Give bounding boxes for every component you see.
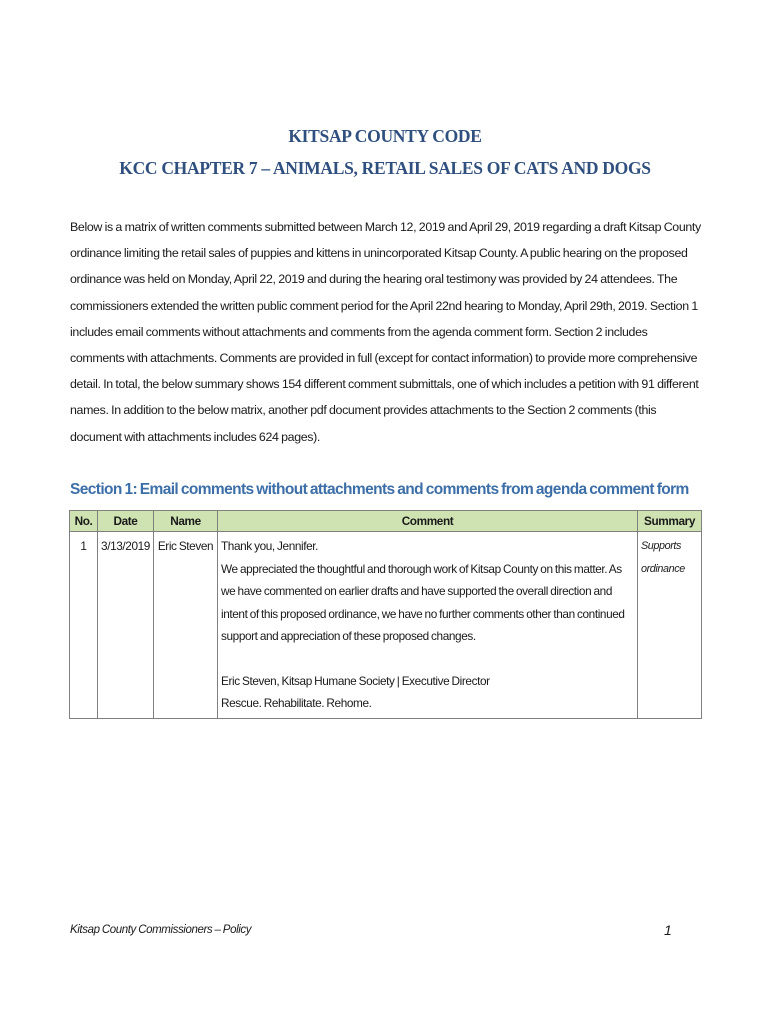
column-header-no: No. <box>70 511 98 532</box>
comment-body: We appreciated the thoughtful and thorough work of Kitsap County on this matter. As we have commented on earlier drafts and have supported the overall direction and intent of this proposed ordinance, we have no further comments other than continued support and appreciation of these proposed changes. <box>221 561 625 643</box>
page-number: 1 <box>664 922 672 938</box>
title-line-1: KITSAP COUNTY CODE <box>288 126 482 146</box>
cell-comment <box>218 532 638 719</box>
column-header-name: Name <box>154 511 218 532</box>
comment-spacer <box>221 648 634 670</box>
cell-name: Eric Steven <box>154 532 218 719</box>
intro-paragraph: Below is a matrix of written comments submitted between March 12, 2019 and April 29, 2019 regarding a draft Kitsap County ordinance limiting the retail sales of puppies and kittens in unincorporated Kitsap County. A public hearing on the proposed ordinance was held on Monday, April 22, 2019 and during the hearing oral testimony was provided by 24 attendees. The commissioners extended the written public comment period for the April 22nd hearing to Monday, April 29th, 2019. Section 1 includes email comments without attachments and comments from the agenda comment form. Section 2 includes comments with attachments. Comments are provided in full (except for contact information) to provide more comprehensive detail. In total, the below summary shows 154 different comment submittals, one of which includes a petition with 91 different names. In addition to the below matrix, another pdf document provides attachments to the Section 2 comments (this document with attachments includes 624 pages). <box>70 220 701 444</box>
table-header-row <box>70 511 702 532</box>
cell-no: 1 <box>70 532 98 719</box>
cell-summary: Supports ordinance <box>638 532 702 719</box>
comment-tagline: Rescue. Rehabilitate. Rehome. <box>221 696 372 710</box>
comments-table <box>69 510 702 719</box>
column-header-date: Date <box>98 511 154 532</box>
comment-greeting: Thank you, Jennifer. <box>221 539 319 553</box>
section-1-heading: Section 1: Email comments without attachments and comments from agenda comment form <box>70 481 689 498</box>
title-line-2: KCC CHAPTER 7 – ANIMALS, RETAIL SALES OF CATS AND DOGS <box>119 158 651 178</box>
document-title <box>0 123 770 182</box>
footer-text: Kitsap County Commissioners – Policy <box>70 924 252 936</box>
cell-date: 3/13/2019 <box>98 532 154 719</box>
table-row <box>70 532 702 719</box>
comment-signature: Eric Steven, Kitsap Humane Society | Executive Director <box>221 673 490 688</box>
column-header-summary: Summary <box>638 511 702 532</box>
column-header-comment: Comment <box>218 511 638 532</box>
